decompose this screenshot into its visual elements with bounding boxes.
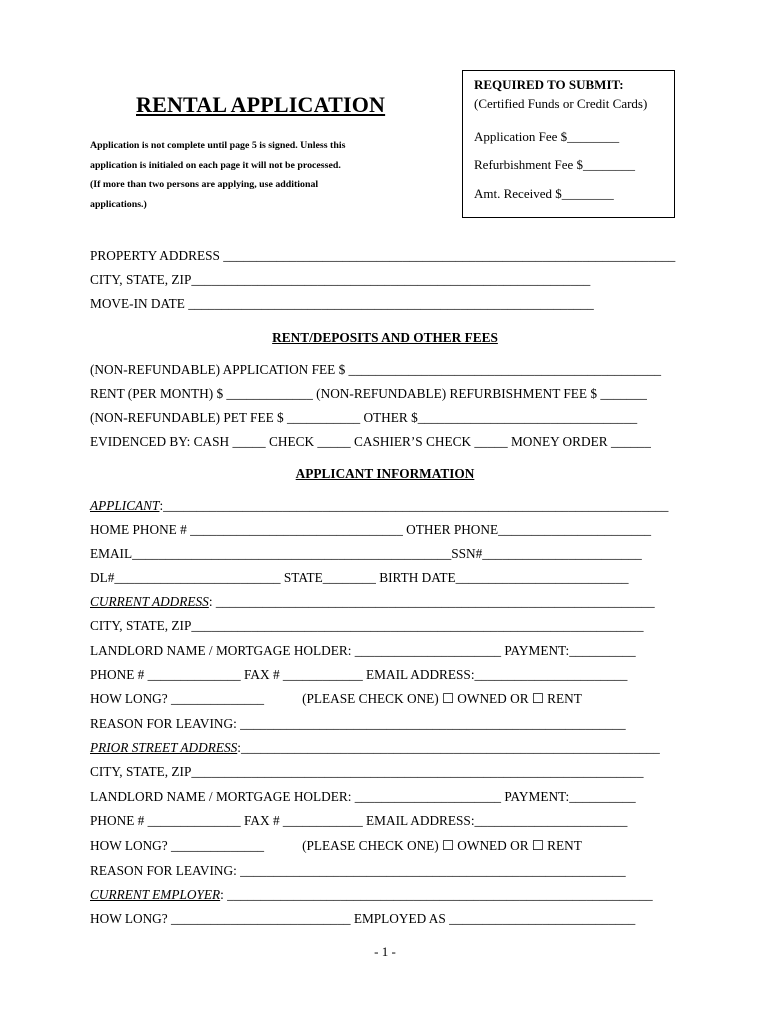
applicant-name-field[interactable] [90,498,668,514]
document-title: RENTAL APPLICATION [136,92,386,117]
application-fee-field[interactable]: Application Fee $________ [474,129,620,144]
prior-address-label: PRIOR STREET ADDRESS [90,740,238,755]
current-phone-fax-email-field[interactable]: PHONE # ______________ FAX # ____________ EMAIL ADDRESS:_______________________ [90,667,628,682]
phones-field[interactable]: HOME PHONE # ________________________________ OTHER PHONE_______________________ [90,522,652,537]
applicant-blank: :____________________________________________________________________________ [159,498,669,513]
prior-landlord-field[interactable]: LANDLORD NAME / MORTGAGE HOLDER: ______________________ PAYMENT:__________ [90,789,636,804]
evidenced-by-line[interactable]: EVIDENCED BY: CASH _____ CHECK _____ CASHIER’S CHECK _____ MONEY ORDER ______ [90,434,651,449]
property-address-field[interactable]: PROPERTY ADDRESS ____________________________________________________________________ [90,248,676,263]
current-address-field[interactable] [90,594,655,610]
prior-address-field[interactable] [90,740,660,756]
applicant-label: APPLICANT [90,498,160,513]
prior-city-field[interactable]: CITY, STATE, ZIP____________________________________________________________________ [90,764,644,779]
intro-notice [90,136,460,214]
dl-state-birthdate-field[interactable]: DL#_________________________ STATE________ BIRTH DATE__________________________ [90,570,629,585]
current-employer-field[interactable] [90,887,653,903]
prior-address-blank: :_______________________________________________________________ [237,740,660,755]
prior-how-long-field[interactable] [90,838,582,854]
applicant-section-heading: APPLICANT INFORMATION [295,466,475,481]
required-to-submit-box [462,70,675,218]
fees-section-heading: RENT/DEPOSITS AND OTHER FEES [272,330,498,345]
required-heading: REQUIRED TO SUBMIT: [474,77,624,92]
application-fee-line[interactable]: (NON-REFUNDABLE) APPLICATION FEE $ _______________________________________________ [90,362,662,377]
current-employer-blank: : ________________________________________________________________ [220,887,653,902]
intro-line: applications.) [90,198,147,210]
current-address-blank: : __________________________________________________________________ [208,594,655,609]
how-long-blank: HOW LONG? ______________ [90,838,265,853]
email-ssn-field[interactable]: EMAIL________________________________________________SSN#________________________ [90,546,642,561]
how-long-blank: HOW LONG? ______________ [90,691,265,706]
intro-line: (If more than two persons are applying, use additional [90,179,319,190]
current-address-label: CURRENT ADDRESS [90,594,209,609]
refurbishment-fee-field[interactable]: Refurbishment Fee $________ [474,157,636,172]
employment-duration-position-field[interactable]: HOW LONG? ___________________________ EMPLOYED AS ____________________________ [90,911,636,926]
amount-received-field[interactable]: Amt. Received $________ [474,186,614,201]
move-in-date-field[interactable]: MOVE-IN DATE _____________________________________________________________ [90,296,594,311]
current-how-long-field[interactable] [90,691,582,707]
current-employer-label: CURRENT EMPLOYER [90,887,221,902]
intro-line: application is initialed on each page it will not be processed. [90,159,341,171]
current-city-field[interactable]: CITY, STATE, ZIP____________________________________________________________________ [90,618,644,633]
required-subheading: (Certified Funds or Credit Cards) [474,96,648,111]
owned-or-rent-checkboxes[interactable]: (PLEASE CHECK ONE) ☐ OWNED OR ☐ RENT [302,838,582,853]
prior-phone-fax-email-field[interactable]: PHONE # ______________ FAX # ____________ EMAIL ADDRESS:_______________________ [90,813,628,828]
property-city-field[interactable]: CITY, STATE, ZIP____________________________________________________________ [90,272,591,287]
rent-refurbishment-line[interactable]: RENT (PER MONTH) $ _____________ (NON-REFUNDABLE) REFURBISHMENT FEE $ _______ [90,386,647,401]
intro-line: Application is not complete until page 5 is signed. Unless this [90,140,346,151]
current-reason-leaving-field[interactable]: REASON FOR LEAVING: __________________________________________________________ [90,716,626,731]
owned-or-rent-checkboxes[interactable]: (PLEASE CHECK ONE) ☐ OWNED OR ☐ RENT [302,691,582,706]
current-landlord-field[interactable]: LANDLORD NAME / MORTGAGE HOLDER: ______________________ PAYMENT:__________ [90,643,636,658]
prior-reason-leaving-field[interactable]: REASON FOR LEAVING: __________________________________________________________ [90,863,626,878]
page-number: - 1 - [374,944,396,959]
pet-other-fee-line[interactable]: (NON-REFUNDABLE) PET FEE $ ___________ OTHER $_________________________________ [90,410,638,425]
